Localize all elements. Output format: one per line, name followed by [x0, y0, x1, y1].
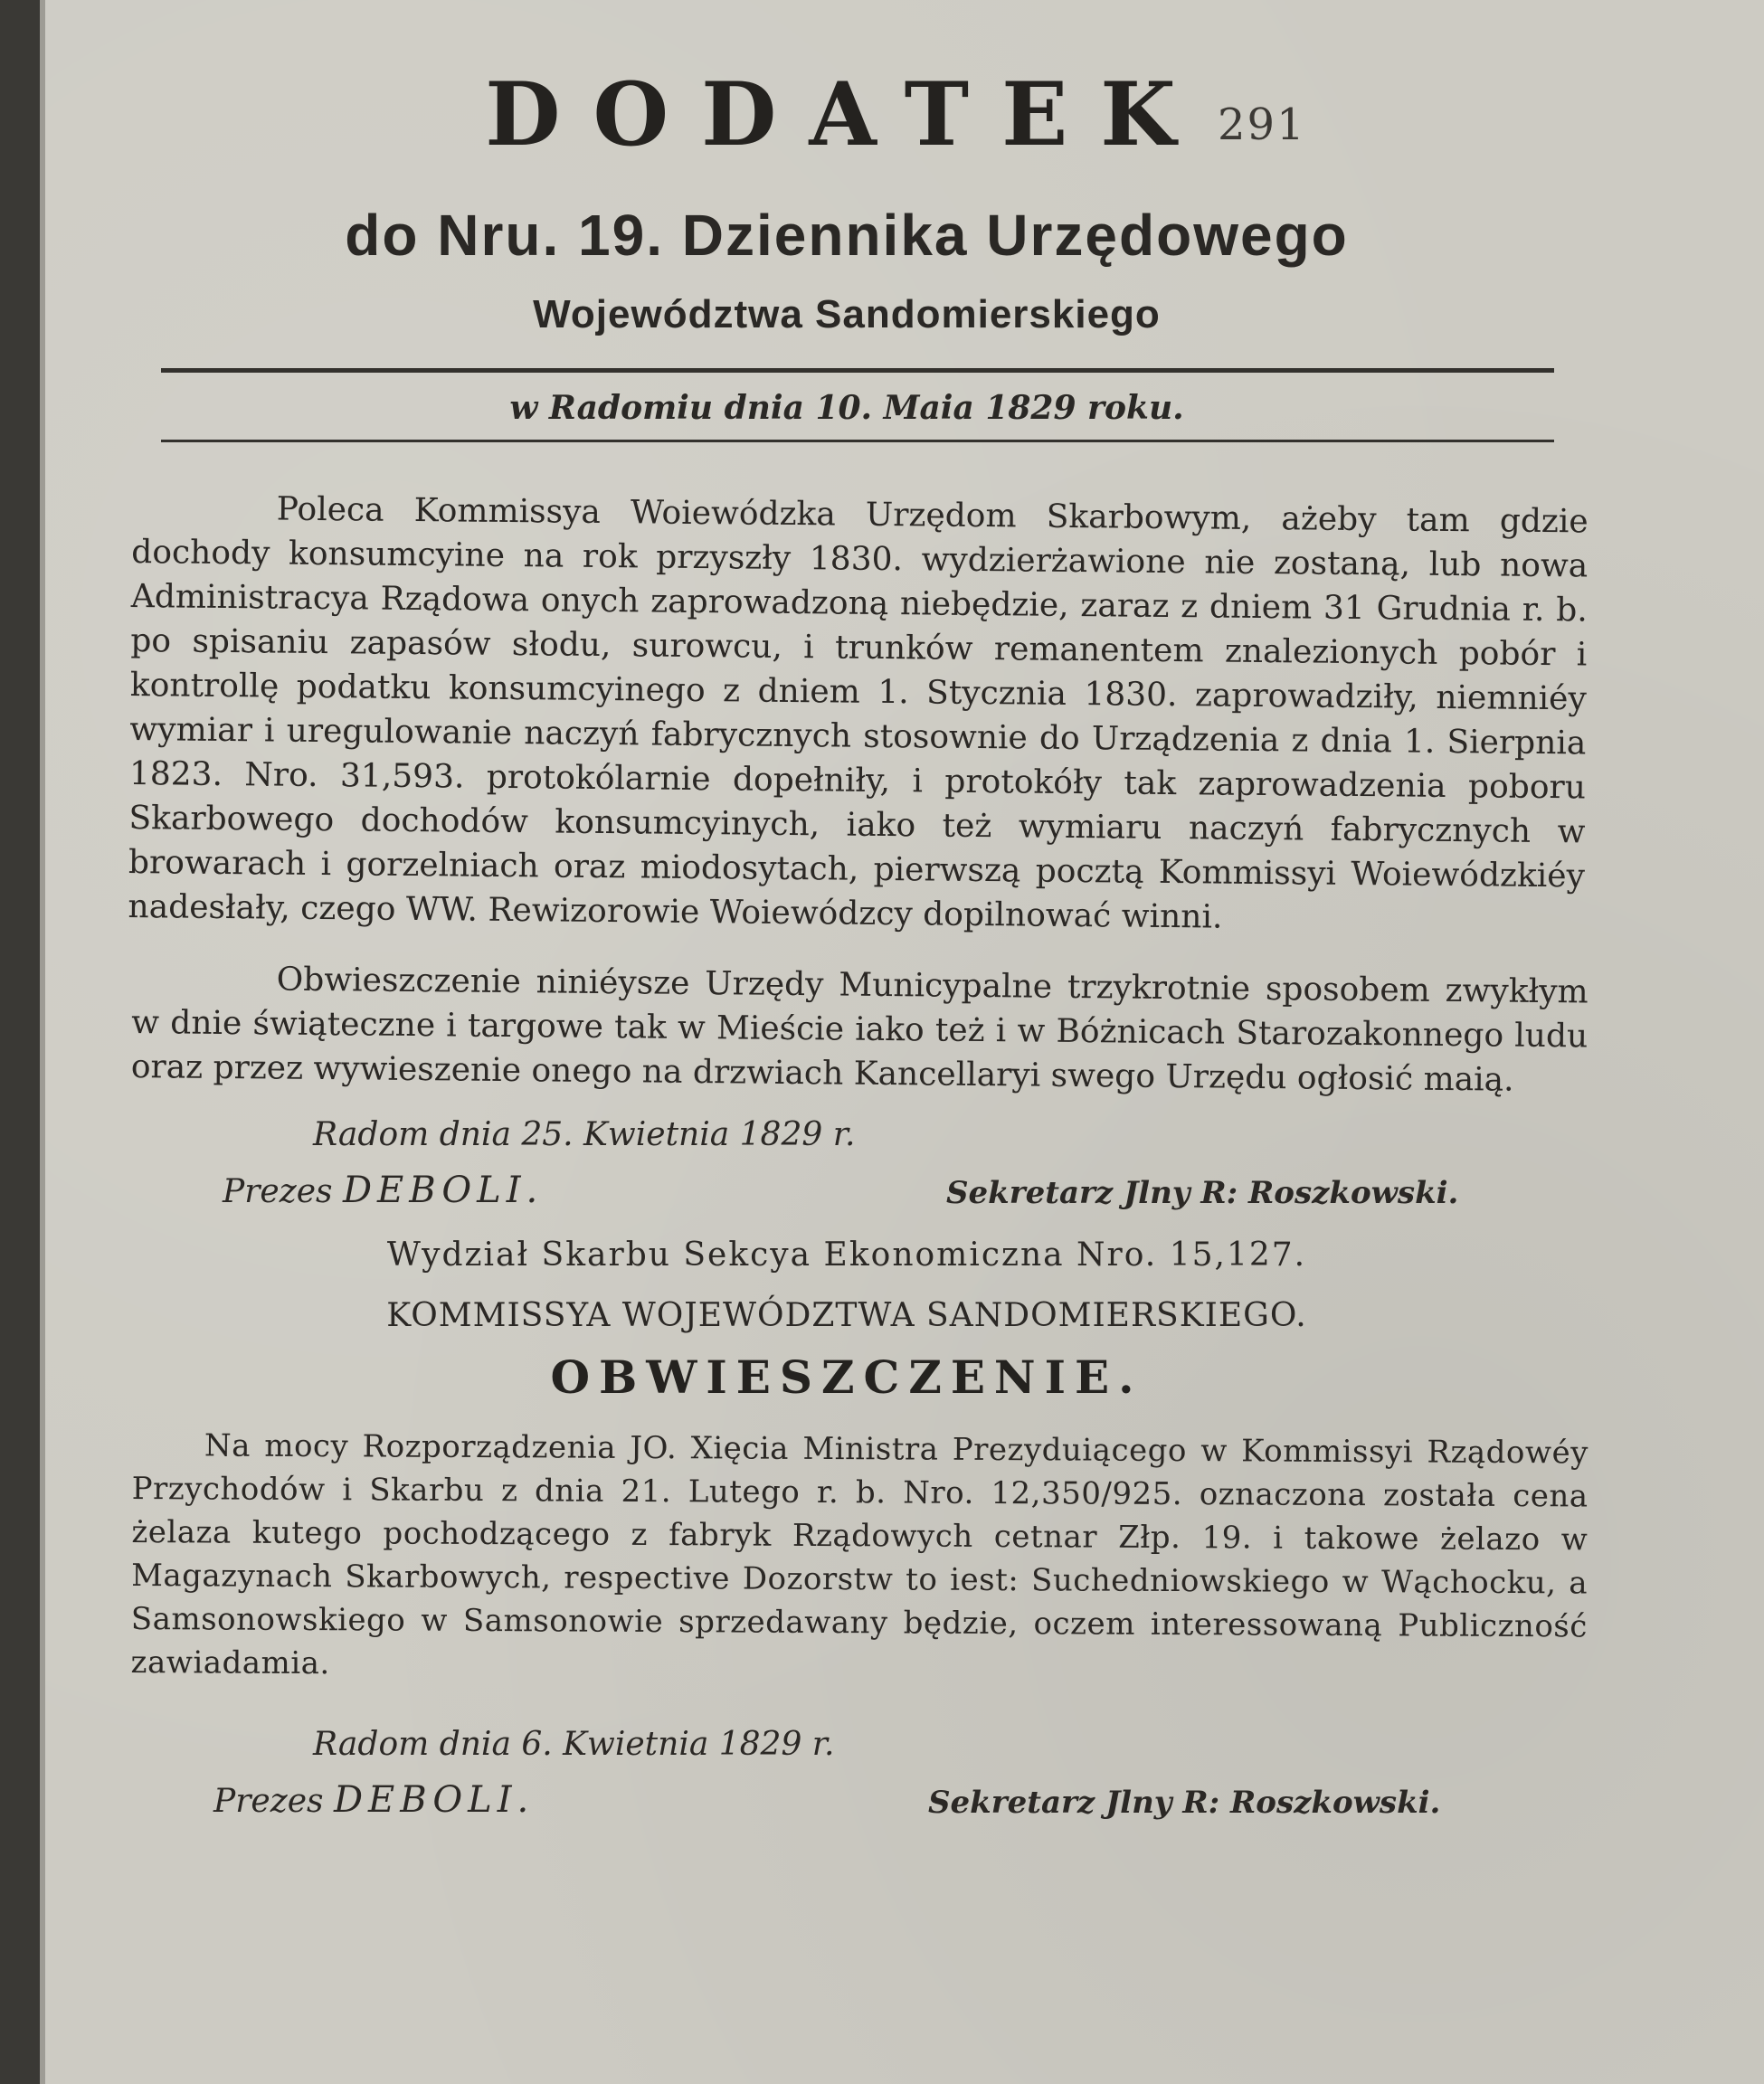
notice-heading: OBWIESZCZENIE.	[550, 1350, 1143, 1404]
president-signature-2	[213, 1779, 534, 1821]
indent	[132, 518, 277, 520]
president-signature-1	[223, 1170, 543, 1211]
president-label: Prezes	[223, 1173, 333, 1210]
signature-row-2	[105, 1779, 1589, 1833]
commission-heading: KOMMISSYA WOJEWÓDZTWA SANDOMIERSKIEGO.	[386, 1297, 1307, 1334]
masthead	[105, 63, 1589, 166]
paper-sheet	[40, 0, 1764, 2084]
paragraph-1	[128, 486, 1589, 943]
journal-region: Województwa Sandomierskiego	[533, 292, 1161, 336]
signature-row-1	[105, 1170, 1589, 1224]
secretary-signature-1: Sekretarz Jlny R: Roszkowski.	[946, 1175, 1459, 1211]
masthead-title: DODATEK	[485, 63, 1209, 166]
department-line: Wydział Skarbu Sekcya Ekonomiczna Nro. 15,127.	[386, 1236, 1307, 1274]
paragraph-2-text: Obwieszczenie niniéysze Urzędy Municypalne trzykrotnie sposobem zwykłym w dnie świąteczne i targowe tak w Mieście iako też i w Bóżnicach Starozakonnego ludu oraz przez wywieszenie onego na drzwiach Kancellaryi swego Urzędu ogłosić maią.	[130, 961, 1589, 1099]
president-name: DEBOLI.	[333, 1779, 535, 1821]
page-number: 291	[1218, 99, 1306, 150]
dateline: w Radomiu dnia 10. Maia 1829 roku.	[509, 389, 1184, 427]
document-body	[105, 36, 1589, 1833]
journal-subtitle: do Nru. 19. Dziennika Urzędowego	[345, 203, 1349, 268]
paragraph-3	[130, 1424, 1588, 1691]
paragraph-1-text: Poleca Kommissya Woiewódzka Urzędom Skarbowym, ażeby tam gdzie dochody konsumcyine na rok przyszły 1830. wydzierżawione nie zostaną, lub nowa Administracya Rządowa onych zaprowadzoną niebędzie, zaraz z dniem 31 Grudnia r. b. po spisaniu zapasów słodu, surowcu, i trunków remanentem znalezionych pobór i kontrollę podatku konsumcyinego z dniem 1. Stycznia 1830. zaprowadziły, niemniéy wymiar i uregulowanie naczyń fabrycznych stosownie do Urządzenia z dnia 1. Sierpnia 1823. Nro. 31,593. protokólarnie dopełniły, i protokóły tak zaprowadzenia poboru Skarbowego dochodów konsumcyinych, iako też wymiaru naczyń fabrycznych w browarach i gorzelniach oraz miodosytach, pierwszą pocztą Kommissyi Woiewódzkiéy nadesłały, czego WW. Rewizorowie Woiewódzcy dopilnować winni.	[128, 490, 1589, 936]
header-rule-bottom	[161, 440, 1554, 442]
president-name: DEBOLI.	[342, 1170, 544, 1211]
secretary-signature-2: Sekretarz Jlny R: Roszkowski.	[928, 1785, 1441, 1821]
signature-date-2: Radom dnia 6. Kwietnia 1829 r.	[313, 1726, 835, 1763]
header-rule-top	[161, 368, 1554, 373]
president-label: Prezes	[213, 1783, 324, 1820]
paragraph-3-text: Na mocy Rozporządzenia JO. Xięcia Ministra Prezyduiącego w Kommissyi Rządowéy Przychodów i Skarbu z dnia 21. Lutego r. b. Nro. 12,350/925. oznaczona została cena żelaza kutego pochodzącego z fabryk Rządowych cetnar Złp. 19. i takowe żelazo w Magazynach Skarbowych, respective Dozorstw to iest: Suchedniowskiego w Wąchocku, a Samsonowskiego w Samsonowie sprzedawany będzie, oczem interessowaną Publiczność zawiadamia.	[130, 1427, 1589, 1682]
paragraph-2	[131, 956, 1589, 1103]
signature-date-1: Radom dnia 25. Kwietnia 1829 r.	[313, 1116, 856, 1153]
indent	[132, 989, 277, 990]
